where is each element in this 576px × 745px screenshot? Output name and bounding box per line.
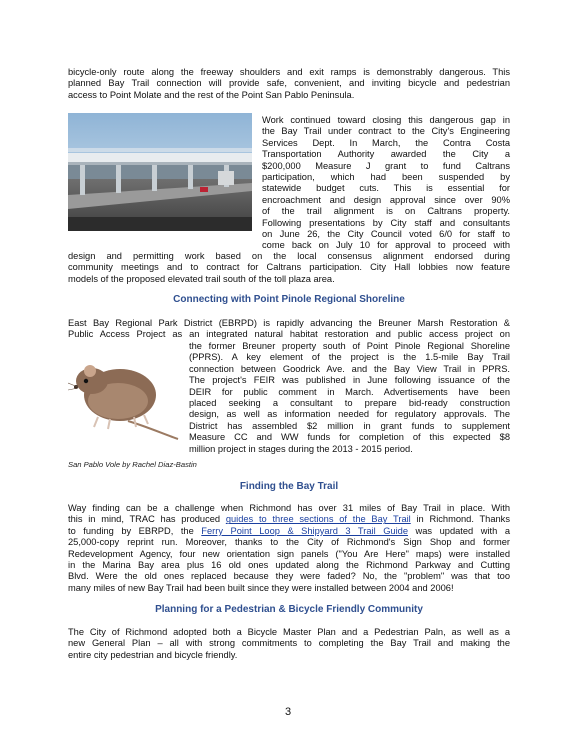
finding-line: Blvd. Were the old ones replaced because they were faded? No, the "problem" was that too — [68, 571, 510, 582]
pinole-line: The project's FEIR was published in June following issuance of the — [189, 375, 510, 386]
finding-line: Redevelopment Agency, four new orientation sign panels ("You Are Here" maps) were installed — [68, 548, 510, 559]
pinole-line: East Bay Regional Park District (EBRPD) is rapidly advancing the Breuner Marsh Restoration & — [68, 318, 510, 328]
bridge-line: design and permitting work based on the local consensus alignment endorsed during — [68, 251, 510, 261]
bridge-line: participation, which had been suspended by — [262, 172, 510, 183]
pinole-line: Public Access Project as an integrated natural habitat restoration and public access project on — [68, 329, 510, 340]
pinole-line: District has assembled $2 million in grant funds to supplement — [189, 420, 510, 431]
planning-line: The City of Richmond adopted both a Bicycle Master Plan and a Pedestrian Paln, as well as a — [68, 627, 510, 637]
trail-guides-link[interactable]: guides to three sections of the Bay Trail — [225, 514, 411, 525]
finding-line — [68, 526, 510, 537]
bridge-line: Work continued toward closing this dangerous gap in — [262, 115, 510, 125]
planning-line: entire city pedestrian and bicycle friendly. — [68, 649, 238, 660]
section-heading-finding: Finding the Bay Trail — [239, 481, 339, 492]
bridge-line: Services Dept. In March, the Contra Costa — [262, 137, 510, 148]
pinole-line: Measure CC and WW funds for completion of this expected $8 — [189, 432, 510, 443]
bridge-line: of the trail alignment is on Caltrans property. — [262, 206, 510, 217]
pinole-line: design, as well as information needed for regulatory approvals. The — [189, 409, 510, 420]
bridge-trail-photo — [68, 113, 252, 231]
intro-line: access to Point Molate and the rest of the Point San Pablo Peninsula. — [68, 89, 355, 100]
pinole-line: million project in stages during the 2013 - 2015 period. — [189, 443, 413, 454]
planning-line: new General Plan – all with strong commitments to completing the Bay Trail and making the — [68, 638, 510, 649]
bridge-line: Transportation Authority awarded the City a — [262, 149, 510, 160]
section-heading-pinole: Connecting with Point Pinole Regional Shoreline — [173, 294, 405, 305]
text-fragment: was updated with a — [408, 525, 510, 536]
text-fragment: this in mind, TRAC has produced — [68, 514, 226, 525]
text-fragment: in Richmond. Thanks — [410, 514, 510, 525]
finding-line — [68, 514, 510, 525]
page-number: 3 — [284, 706, 292, 718]
image-caption: San Pablo Vole by Rachel Diaz-Bastin — [68, 460, 197, 469]
planning-paragraph — [68, 627, 510, 661]
bridge-line: encroachment and design approval since over 90% — [262, 194, 510, 205]
bridge-side-text — [262, 115, 510, 252]
intro-paragraph — [68, 67, 510, 101]
bridge-line: community meetings and to contract for Caltrans participation. City Hall lobbies now feature — [68, 262, 510, 273]
bridge-full-text — [68, 251, 510, 285]
bridge-line: Following presentations by City staff and consultants — [262, 217, 510, 228]
intro-line: planned Bay Trail connection will provide safe, convenient, and inviting bicycle and pedestrian — [68, 78, 510, 89]
bridge-line: models of the proposed elevated trail south of the toll plaza area. — [68, 273, 335, 284]
text-fragment: to funding by EBRPD, the — [68, 525, 202, 536]
bridge-line: $200,000 Measure J grant to fund Caltrans — [262, 160, 510, 171]
vole-illustration — [68, 343, 180, 443]
bridge-line: the Bay Trail under contract to the City's Engineering — [262, 126, 510, 137]
pinole-line: placed seeking a consultant to prepare bid-ready construction — [189, 398, 510, 409]
pinole-full-text — [68, 318, 510, 341]
finding-line: in the Marina Bay area plus 16 old ones updated along the Richmond Parkway and Cutting — [68, 560, 510, 571]
bridge-line: come back on July 10 for approval to proceed with — [262, 240, 510, 251]
finding-paragraph — [68, 503, 510, 594]
pinole-line: (PPRS). A key element of the project is the 1.5-mile Bay Trail — [189, 352, 510, 363]
pinole-side-text — [189, 341, 510, 455]
bridge-line: on June 26, the City Council voted 6/0 for staff to — [262, 229, 510, 240]
finding-line: Way finding can be a challenge when Richmond has over 31 miles of Bay Trail in place. With — [68, 503, 510, 513]
finding-line: 25,000-copy reprint run. Moreover, thanks to the City of Richmond's Sign Shop and former — [68, 537, 510, 548]
intro-line: bicycle-only route along the freeway shoulders and exit ramps is demonstrably dangerous. This — [68, 67, 510, 77]
ferry-point-guide-link[interactable]: Ferry Point Loop & Shipyard 3 Trail Guide — [201, 525, 409, 536]
section-heading-planning: Planning for a Pedestrian & Bicycle Friendly Community — [155, 604, 423, 615]
finding-line: many miles of new Bay Trail had been built since they were installed between 2004 and 2006! — [68, 582, 454, 593]
pinole-line: the former Breuner property south of Point Pinole Regional Shoreline — [189, 341, 510, 351]
pinole-line: DEIR for public comment in March. Advertisements have been — [189, 386, 510, 397]
bridge-line: statewide budget cuts. This is essential for — [262, 183, 510, 194]
pinole-line: connection between Goodrick Ave. and the Bay View Trail in PPRS. — [189, 363, 510, 374]
